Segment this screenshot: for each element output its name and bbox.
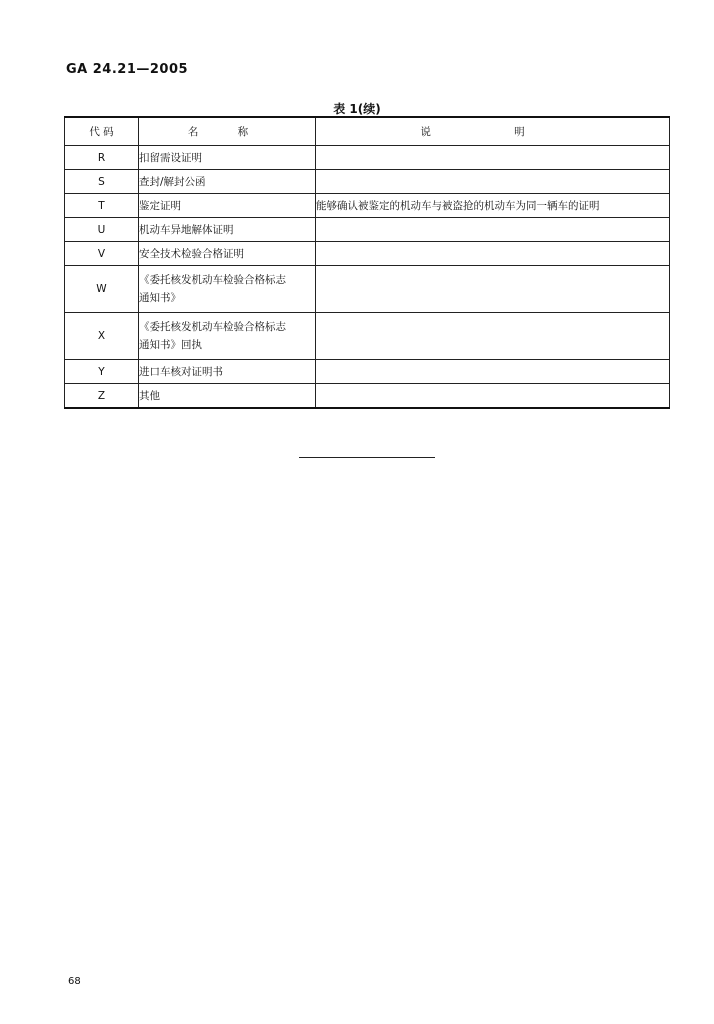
table-row (65, 242, 670, 266)
table-row (65, 194, 670, 218)
table-header-row (65, 117, 670, 146)
table-row (65, 266, 670, 313)
row-name (139, 384, 316, 409)
table-row (65, 360, 670, 384)
row-name-line: 机动车异地解体证明 (139, 223, 234, 236)
row-desc (316, 242, 670, 266)
column-header-code: 代 码 (65, 117, 139, 146)
row-name (139, 313, 316, 360)
row-name-line: 《委托核发机动车检验合格标志 (139, 274, 286, 286)
row-name-line: 鉴定证明 (139, 199, 181, 212)
row-code: V (65, 242, 139, 266)
row-name-line: 《委托核发机动车检验合格标志 (139, 321, 286, 333)
row-name-line: 安全技术检验合格证明 (139, 247, 244, 260)
row-name-line: 扣留需设证明 (139, 151, 202, 164)
row-desc (316, 266, 670, 313)
row-desc (316, 170, 670, 194)
row-code: Y (65, 360, 139, 384)
row-name (139, 266, 316, 313)
table-row (65, 384, 670, 409)
row-desc (316, 146, 670, 170)
row-name (139, 194, 316, 218)
row-code: T (65, 194, 139, 218)
table-row (65, 313, 670, 360)
row-code: U (65, 218, 139, 242)
row-name-line: 通知书》回执 (139, 339, 202, 351)
row-name-line: 查封/解封公函 (139, 175, 206, 188)
row-name (139, 170, 316, 194)
column-header-name: 名 称 (139, 117, 316, 146)
row-desc (316, 360, 670, 384)
row-name-line: 进口车核对证明书 (139, 365, 223, 378)
table-caption: 表 1(续) (333, 102, 381, 116)
table-row (65, 170, 670, 194)
row-code: X (65, 313, 139, 360)
table-row (65, 218, 670, 242)
row-name (139, 218, 316, 242)
row-name (139, 360, 316, 384)
row-desc (316, 384, 670, 409)
row-desc (316, 313, 670, 360)
row-name-line: 其他 (139, 389, 160, 402)
row-code: W (65, 266, 139, 313)
row-desc: 能够确认被鉴定的机动车与被盗抢的机动车为同一辆车的证明 (316, 194, 670, 218)
row-code: Z (65, 384, 139, 409)
row-name (139, 146, 316, 170)
row-name-line: 通知书》 (139, 292, 181, 304)
table-row (65, 146, 670, 170)
end-of-standard-rule (299, 457, 435, 458)
column-header-desc: 说 明 (316, 117, 670, 146)
standard-code: GA 24.21—2005 (66, 62, 189, 77)
page-number: 68 (68, 976, 81, 987)
row-name (139, 242, 316, 266)
code-table (64, 116, 670, 409)
row-desc (316, 218, 670, 242)
row-code: R (65, 146, 139, 170)
row-code: S (65, 170, 139, 194)
